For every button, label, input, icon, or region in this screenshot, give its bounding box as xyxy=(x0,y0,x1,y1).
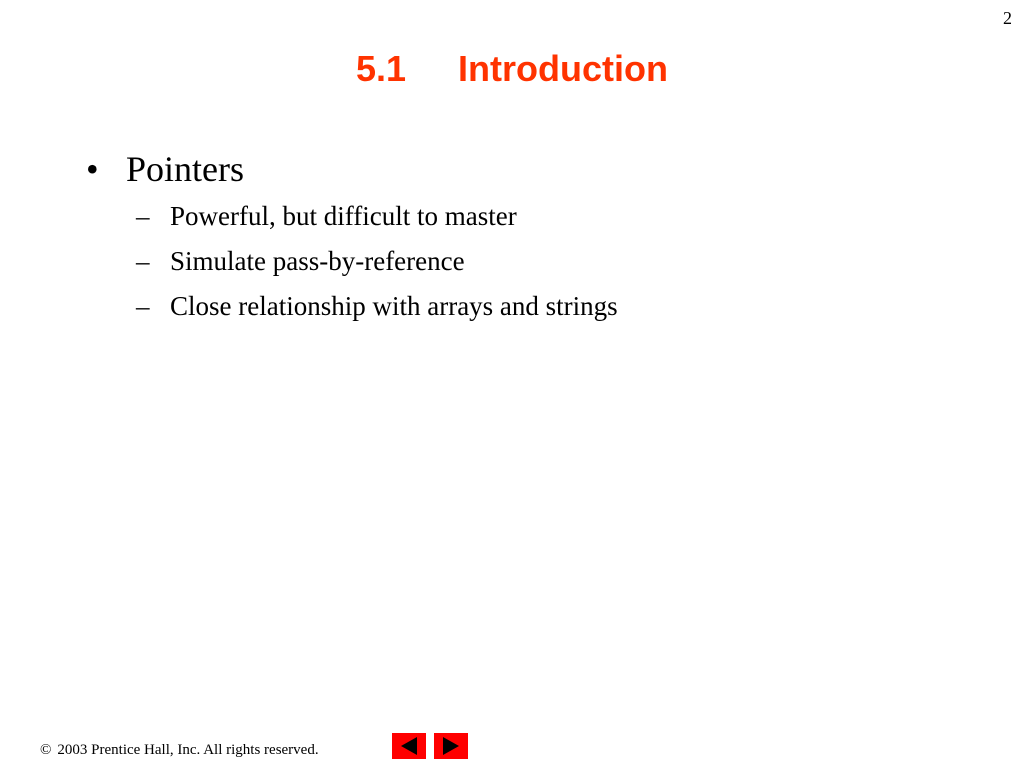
bullet-item xyxy=(86,148,244,190)
triangle-right-icon xyxy=(434,733,468,759)
sub-bullet-item xyxy=(136,201,517,232)
next-slide-button[interactable] xyxy=(434,733,468,759)
sub-bullet-item xyxy=(136,291,618,322)
section-title: Introduction xyxy=(458,48,668,89)
sub-bullet-text: Powerful, but difficult to master xyxy=(170,201,517,231)
section-number: 5.1 xyxy=(356,48,407,89)
sub-bullet-item xyxy=(136,246,465,277)
page-number: 2 xyxy=(1003,8,1012,28)
sub-bullet-marker: – xyxy=(136,246,150,276)
sub-bullet-text: Simulate pass-by-reference xyxy=(170,246,465,276)
bullet-text: Pointers xyxy=(126,149,245,189)
sub-bullet-marker: – xyxy=(136,201,150,231)
copyright-text: 2003 Prentice Hall, Inc. All rights reserved. xyxy=(57,742,319,758)
copyright-icon: © xyxy=(40,742,52,758)
previous-slide-button[interactable] xyxy=(392,733,426,759)
slide-title xyxy=(0,48,1024,90)
sub-bullet-text: Close relationship with arrays and strings xyxy=(170,291,618,321)
bullet-marker: • xyxy=(86,149,99,189)
sub-bullet-marker: – xyxy=(136,291,150,321)
slide-navigation xyxy=(392,733,468,759)
copyright-footer xyxy=(40,742,319,759)
triangle-left-icon xyxy=(392,733,426,759)
